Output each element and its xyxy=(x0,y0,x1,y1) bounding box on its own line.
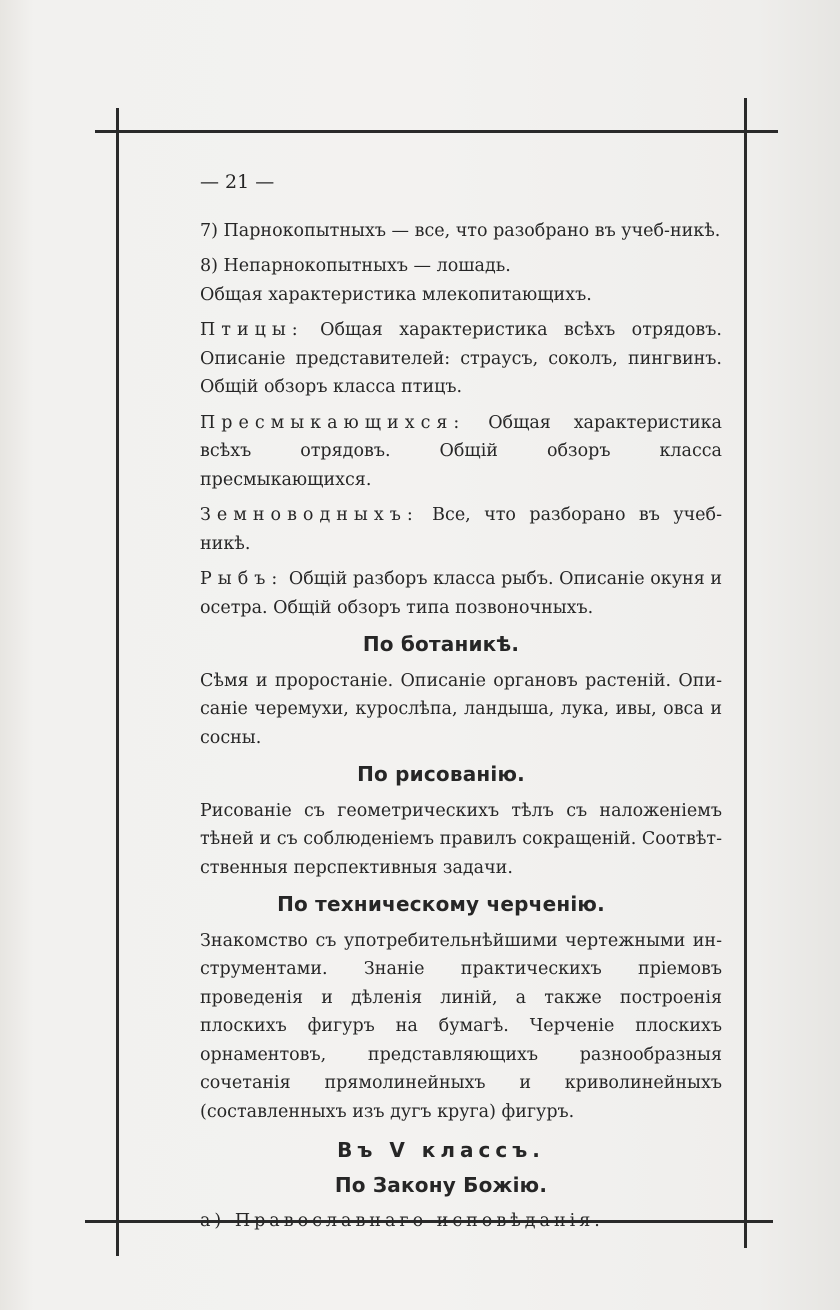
paragraph-botany: Сѣмя и проростаніе. Описаніе органовъ растеній. Опи-саніе черемухи, курослѣпа, ландыша, лука, ивы, овса и сосны. xyxy=(200,670,722,748)
paragraph-fish xyxy=(200,565,722,622)
text-block xyxy=(200,168,722,1236)
text-amphibians: Все, что разборано въ учеб-никѣ. xyxy=(200,505,722,554)
label-birds: Птицы: xyxy=(200,320,304,340)
paragraph-drawing: Рисованіе съ геометрическихъ тѣлъ съ наложеніемъ тѣней и съ соблюденіемъ правилъ сокращеній. Соотвѣт-ственныя перспективныя задачи. xyxy=(200,800,722,878)
page-number: — 21 — xyxy=(200,171,275,193)
label-reptiles: Пресмыкающихся: xyxy=(200,412,466,433)
label-amphibians: Земноводныхъ: xyxy=(200,505,419,525)
text-reptiles: Общая характеристика всѣхъ отрядовъ. Общій обзоръ класса пресмыкающихся. xyxy=(200,412,722,490)
paragraph-reptiles xyxy=(200,409,722,495)
text-birds: Общая характеристика всѣхъ отрядовъ. Описаніе представителей: страусъ, соколъ, пингвинъ. Общій обзоръ класса птицъ. xyxy=(200,320,722,397)
paragraph-perissodactyls: 8) Непарнокопытныхъ — лошадь. xyxy=(200,256,511,276)
paragraph-technical-drawing: Знакомство съ употребительнѣйшими чертежными ин-струментами. Знаніе практическихъ пріемовъ проведенія и дѣленія линій, а также построенія плоскихъ фигуръ на бумагѣ. Черченіе плоскихъ орнаментовъ, представляющихъ разнообразныя сочетанія прямолинейныхъ и криволинейныхъ (составленныхъ изъ дугъ круга) фигуръ. xyxy=(200,930,722,1122)
heading-law-of-god: По Закону Божію. xyxy=(334,1172,548,1197)
paragraph-orthodox-confession: а) Православнаго исповѣданія. xyxy=(200,1211,604,1231)
heading-technical-drawing: По техническому черченію. xyxy=(277,892,605,916)
paragraph-birds xyxy=(200,316,722,402)
right-rule xyxy=(744,98,747,1248)
left-rule xyxy=(116,108,119,1256)
heading-drawing: По рисованію. xyxy=(357,762,525,786)
text-fish: Общій разборъ класса рыбъ. Описаніе окуня и осетра. Общій обзоръ типа позвоночныхъ. xyxy=(200,569,722,618)
top-rule xyxy=(95,130,778,133)
heading-botany: По ботаникѣ. xyxy=(362,632,520,656)
paragraph-amphibians xyxy=(200,501,722,558)
label-fish: Рыбъ: xyxy=(200,569,284,589)
heading-class-v: Въ V классъ. xyxy=(337,1138,545,1162)
paragraph-artiodactyls: 7) Парнокопытныхъ — все, что разобрано въ учеб-никѣ. xyxy=(200,220,721,241)
paragraph-mammals: Общая характеристика млекопитающихъ. xyxy=(200,284,592,305)
